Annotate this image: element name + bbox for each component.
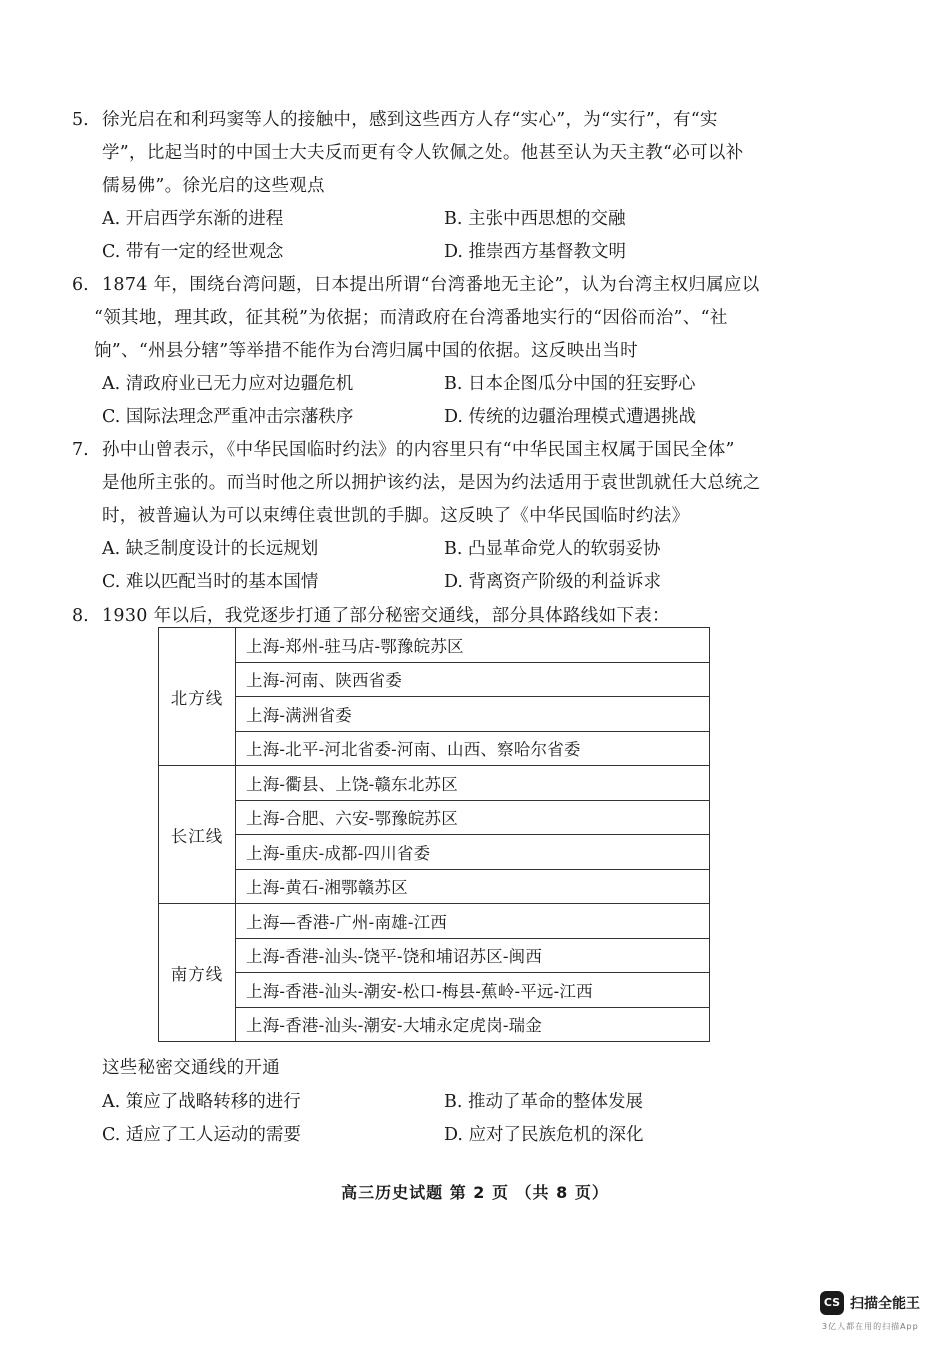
question-text-line: 徐光启在和利玛窦等人的接触中，感到这些西方人存“实心”，为“实行”，有“实 <box>102 110 718 130</box>
question-text-line: 1874 年，围绕台湾问题，日本提出所谓“台湾番地无主论”，认为台湾主权归属应以 <box>102 275 760 295</box>
question-number: 8. <box>72 606 89 626</box>
question-intro: 1930 年以后，我党逐步打通了部分秘密交通线，部分具体路线如下表： <box>102 606 670 626</box>
watermark-tagline: 3亿人都在用的扫描App <box>822 1322 919 1331</box>
option-d[interactable]: D. 传统的边疆治理模式遭遇挑战 <box>444 407 697 427</box>
route-cell: 上海-郑州-驻马店-鄂豫皖苏区 <box>236 628 710 663</box>
table-row <box>159 1007 710 1042</box>
option-a[interactable]: A. 缺乏制度设计的长远规划 <box>102 539 319 559</box>
route-cell: 上海-香港-汕头-潮安-松口-梅县-蕉岭-平远-江西 <box>236 973 710 1008</box>
table-row <box>159 731 710 766</box>
option-a[interactable]: A. 策应了战略转移的进行 <box>102 1092 301 1112</box>
option-c[interactable]: C. 适应了工人运动的需要 <box>102 1125 301 1145</box>
table-row <box>159 835 710 870</box>
watermark-name: 扫描全能王 <box>850 1296 920 1312</box>
option-c[interactable]: C. 国际法理念严重冲击宗藩秩序 <box>102 407 354 427</box>
question-text-line: 学”，比起当时的中国士大夫反而更有令人钦佩之处。他甚至认为天主教“必可以补 <box>102 143 744 163</box>
route-cell: 上海-重庆-成都-四川省委 <box>236 835 710 870</box>
group-yangtze: 长江线 <box>159 766 236 904</box>
option-d[interactable]: D. 应对了民族危机的深化 <box>444 1125 644 1145</box>
route-cell: 上海-黄石-湘鄂赣苏区 <box>236 869 710 904</box>
route-cell: 上海-合肥、六安-鄂豫皖苏区 <box>236 800 710 835</box>
group-north: 北方线 <box>159 628 236 766</box>
option-a[interactable]: A. 开启西学东渐的进程 <box>102 209 284 229</box>
option-b[interactable]: B. 主张中西思想的交融 <box>444 209 626 229</box>
routes-table <box>158 627 710 1042</box>
route-cell: 上海-衢县、上饶-赣东北苏区 <box>236 766 710 801</box>
table-row <box>159 800 710 835</box>
route-cell: 上海-满洲省委 <box>236 697 710 732</box>
question-number: 6. <box>72 275 89 295</box>
option-b[interactable]: B. 日本企图瓜分中国的狂妄野心 <box>444 374 696 394</box>
question-stem: 这些秘密交通线的开通 <box>102 1058 280 1078</box>
table-row <box>159 766 710 801</box>
table-row <box>159 662 710 697</box>
question-text-line: 孙中山曾表示，《中华民国临时约法》的内容里只有“中华民国主权属于国民全体” <box>102 440 735 460</box>
table-row <box>159 697 710 732</box>
scanner-watermark <box>820 1291 940 1339</box>
option-b[interactable]: B. 推动了革命的整体发展 <box>444 1092 643 1112</box>
question-number: 5. <box>72 110 89 130</box>
question-number: 7. <box>72 440 89 460</box>
route-cell: 上海-北平-河北省委-河南、山西、察哈尔省委 <box>236 731 710 766</box>
table-row <box>159 869 710 904</box>
table-row <box>159 938 710 973</box>
option-d[interactable]: D. 背离资产阶级的利益诉求 <box>444 572 662 592</box>
route-cell: 上海-香港-汕头-饶平-饶和埔诏苏区-闽西 <box>236 938 710 973</box>
table-row <box>159 628 710 663</box>
question-text-line: 时，被普遍认为可以束缚住袁世凯的手脚。这反映了《中华民国临时约法》 <box>102 506 690 526</box>
question-text-line: 饷”、“州县分辖”等举措不能作为台湾归属中国的依据。这反映出当时 <box>94 341 638 361</box>
route-cell: 上海-河南、陕西省委 <box>236 662 710 697</box>
option-b[interactable]: B. 凸显革命党人的软弱妥协 <box>444 539 661 559</box>
option-a[interactable]: A. 清政府业已无力应对边疆危机 <box>102 374 354 394</box>
option-c[interactable]: C. 带有一定的经世观念 <box>102 242 284 262</box>
route-cell: 上海—香港-广州-南雄-江西 <box>236 904 710 939</box>
table-row <box>159 973 710 1008</box>
table-row <box>159 904 710 939</box>
camscanner-logo-icon: CS <box>820 1291 844 1315</box>
route-cell: 上海-香港-汕头-潮安-大埔永定虎岗-瑞金 <box>236 1007 710 1042</box>
option-c[interactable]: C. 难以匹配当时的基本国情 <box>102 572 319 592</box>
question-text-line: 儒易佛”。徐光启的这些观点 <box>102 176 325 196</box>
question-text-line: “领其地，理其政，征其税”为依据；而清政府在台湾番地实行的“因俗而治”、“社 <box>94 308 728 328</box>
group-south: 南方线 <box>159 904 236 1042</box>
option-d[interactable]: D. 推崇西方基督教文明 <box>444 242 627 262</box>
question-text-line: 是他所主张的。而当时他之所以拥护该约法，是因为约法适用于袁世凯就任大总统之 <box>102 473 761 493</box>
page-footer: 高三历史试题 第 2 页 （共 8 页） <box>341 1183 609 1202</box>
